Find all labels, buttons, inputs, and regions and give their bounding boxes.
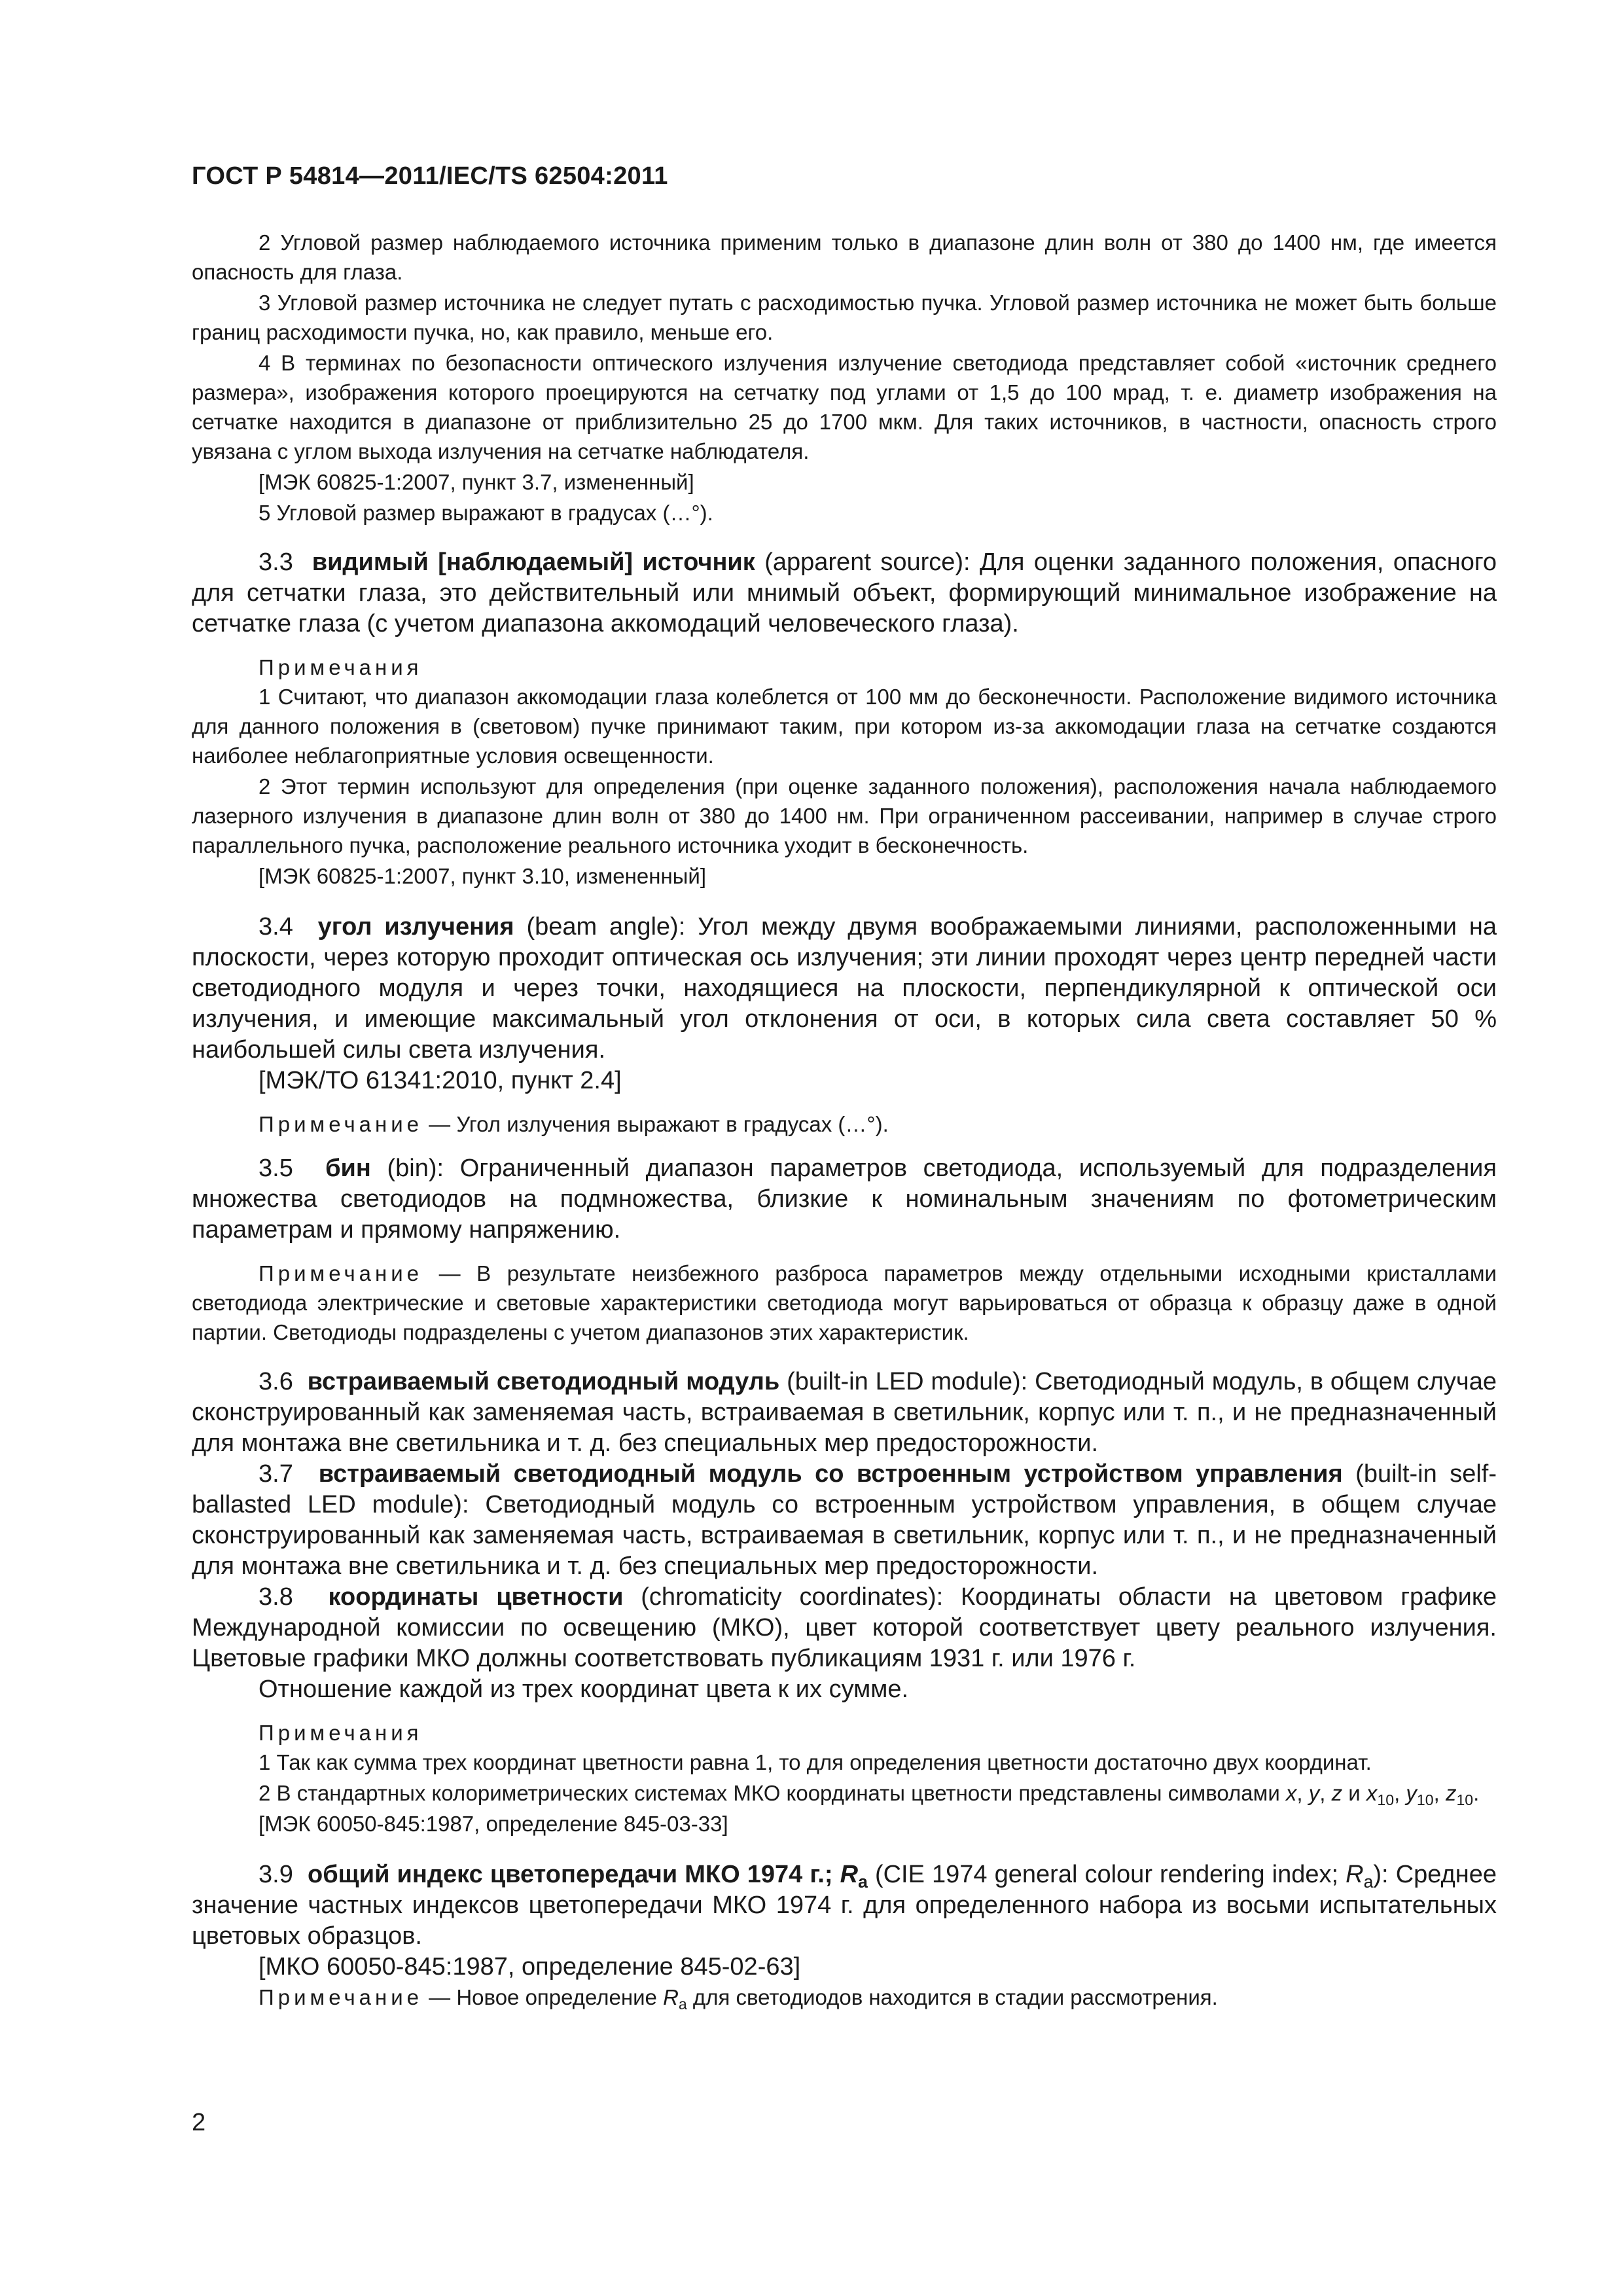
term-3-8-extra: Отношение каждой из трех координат цвета к их сумме. [259, 1676, 909, 1703]
term-3-4-title: угол излучения [317, 913, 514, 941]
notes-heading-3-3: Примечания [259, 655, 423, 679]
note-2-angular-size: 2 Угловой размер наблюдаемого источника применим только в диапазоне длин волн от 380 до 1400 нм, где имеется опасность для глаза. [192, 230, 1497, 284]
term-3-5-title: бин [325, 1155, 371, 1182]
term-3-8: 3.8 координаты цветности (chromaticity coordinates): Координаты области на цветовом графике Международной комиссии по освещению (МКО), цвет которой соответствует цвету реального излучения. Цветовые графики МКО должны соответствовать публикациям 1931 г. или 1976 г. [192, 1583, 1497, 1672]
note-3-5: Примечание — В результате неизбежного разброса параметров между отдельными исходными кристаллами светодиода электрические и световые характеристики светодиода могут варьироваться от образца к образцу даже в одной партии. Светодиоды подразделены с учетом диапазонов этих характеристик. [192, 1261, 1497, 1344]
reference-3-9: [МКО 60050-845:1987, определение 845-02-63] [259, 1953, 801, 1981]
note-3-3-2: 2 Этот термин используют для определения (при оценке заданного положения), расположения начала наблюдаемого лазерного излучения в диапазоне длин волн от 380 до 1400 нм. При ограниченном рассеивании, например в случае строго параллельного пучка, расположение реального источника уходит в бесконечность. [192, 774, 1497, 857]
note-3-8-2: 2 В стандартных колориметрических системах МКО координаты цветности представлены символами x, y, z и $x_{10}$, $y_{10}$, $z_{10}$. [259, 1781, 1480, 1808]
term-3-3: 3.3 видимый [наблюдаемый] источник (apparent source): Для оценки заданного положения, опасного для сетчатки глаза, это действительный или мнимый объект, формирующий минимальное изображение на сетчатке глаза (с учетом диапазона аккомодаций человеческого глаза). [192, 548, 1497, 637]
term-3-9: 3.9 общий индекс цветопередачи МКО 1974 г.; $R_a$ (CIE 1974 general colour rendering index; $R_a$): Среднее значение частных индексов цветопередачи МКО 1974 г. для определенного набора из восьми испытательных цветовых образцов. [192, 1861, 1497, 1950]
term-3-6-title: встраиваемый светодиодный модуль [307, 1368, 780, 1395]
note-3-3-1: 1 Считают, что диапазон аккомодации глаза колеблется от 100 мм до бесконечности. Расположение видимого источника для данного положения в (световом) пучке принимают таким, при котором из-за аккомодации глаза на сетчатке создаются наиболее неблагоприятные условия освещенности. [192, 685, 1497, 768]
term-3-8-title: координаты цветности [328, 1583, 624, 1611]
term-3-5: 3.5 бин (bin): Ограниченный диапазон параметров светодиода, используемый для подразделения множества светодиодов на подмножества, близкие к номинальным значениям по фотометрическим параметрам и прямому напряжению. [192, 1155, 1497, 1244]
term-3-9-title: общий индекс цветопередачи МКО 1974 г.; $R_a$ [307, 1861, 868, 1892]
document-header: ГОСТ Р 54814—2011/IEC/TS 62504:2011 [192, 162, 668, 190]
note-3-angular-size: 3 Угловой размер источника не следует путать с расходимостью пучка. Угловой размер источника не может быть больше границ расходимости пучка, но, как правило, меньше его. [192, 291, 1497, 344]
term-3-4: 3.4 угол излучения (beam angle): Угол между двумя воображаемыми линиями, расположенными на плоскости, через которую проходит оптическая ось излучения; эти линии проходят через центр передней части светодиодного модуля и через точки, находящиеся на плоскости, перпендикулярной к оптической оси излучения, и имеющие максимальный угол отклонения от оси, в которых сила света составляет 50 % наибольшей силы света излучения. [192, 913, 1497, 1064]
term-3-7: 3.7 встраиваемый светодиодный модуль со встроенным устройством управления (built-in self-ballasted LED module): Светодиодный модуль со встроенным устройством управления, в общем случае сконструированный как заменяемая часть, встраиваемая в светильник, корпус или т. п., и не предназначенный для монтажа вне светильника и т. д. без специальных мер предосторожности. [192, 1460, 1497, 1580]
page-content [192, 228, 1497, 2013]
term-3-6: 3.6 встраиваемый светодиодный модуль (built-in LED module): Светодиодный модуль, в общем случае сконструированный как заменяемая часть, встраиваемая в светильник, корпус или т. п., и не предназначенный для монтажа вне светильника и т. д. без специальных мер предосторожности. [192, 1368, 1497, 1457]
note-3-8-1: 1 Так как сумма трех координат цветности равна 1, то для определения цветности достаточно двух координат. [259, 1750, 1372, 1774]
notes-heading-3-8: Примечания [259, 1721, 423, 1745]
reference-3-4: [МЭК/ТО 61341:2010, пункт 2.4] [259, 1067, 622, 1094]
term-3-7-title: встраиваемый светодиодный модуль со встроенным устройством управления [318, 1460, 1343, 1488]
reference-3-3: [МЭК 60825-1:2007, пункт 3.10, измененный] [259, 864, 706, 888]
term-3-3-title: видимый [наблюдаемый] источник [312, 548, 755, 576]
note-5-degrees: 5 Угловой размер выражают в градусах (…°). [259, 501, 713, 525]
note-3-4: Примечание — Угол излучения выражают в градусах (…°). [259, 1112, 889, 1136]
reference-iec-60825-3-7: [МЭК 60825-1:2007, пункт 3.7, измененный] [259, 470, 694, 494]
note-3-9: Примечание — Новое определение $R_a$ для светодиодов находится в стадии рассмотрения. [259, 1985, 1218, 2013]
reference-3-8: [МЭК 60050-845:1987, определение 845-03-33] [259, 1812, 728, 1836]
note-4-source-size: 4 В терминах по безопасности оптического излучения излучение светодиода представляет собой «источник среднего размера», изображения которого проецируются на сетчатку под углами от 1,5 до 100 мрад, т. е. диаметр изображения на сетчатке находится в диапазоне от приблизительно 25 до 1700 мкм. Для таких источников, в частности, опасность строго увязана с углом выхода излучения на сетчатке наблюдателя. [192, 351, 1497, 463]
page-number: 2 [192, 2109, 206, 2136]
